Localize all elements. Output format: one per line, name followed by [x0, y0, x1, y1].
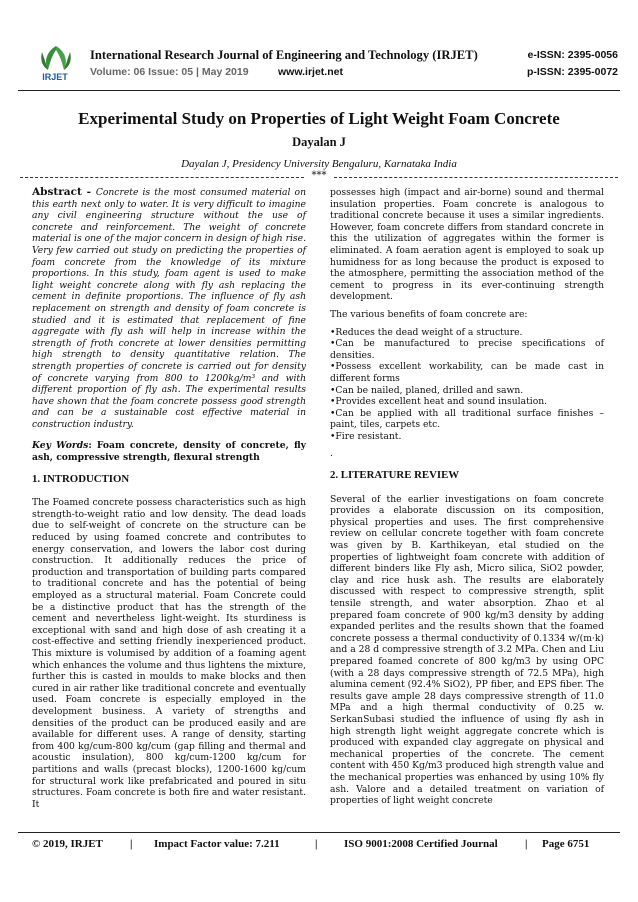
literature-heading: 2. LITERATURE REVIEW [330, 469, 460, 482]
footer-separator: | [315, 838, 318, 850]
abstract-body: Concrete is the most consumed material on this earth next only to water. It is very difficult to imagine any civil engineering structure without the use of concrete and reinforcement. The weight of concrete material is one of the major concern in design of high rise. Very few carried out study on predicting the properties of foam concrete from the knowledge of its mixture proportions. In this study, foam agent is used to make light weight concrete along with fly ash replacing the cement in definite proportions. The influence of fly ash replacement on strength and density of foam concrete is studied and it is estimated that replacement of fine aggregate with fly ash will help in increase within the strength of froth concrete at lower densities permitting high strength to density quantitative relation. The strength properties of concrete is carried out for density of concrete varying from 800 to 1200kg/m³ and with different proportion of fly ash. The experimental results have shown that the foam concrete possess good strength and can be a sustainable cost effective material in construction industry. [32, 187, 307, 430]
introduction-heading: 1. INTRODUCTION [32, 472, 130, 485]
separator-stars: *** [311, 170, 327, 181]
list-item: • Can be nailed, planed, drilled and sawn. [330, 385, 604, 397]
abstract [32, 187, 306, 430]
right-column [330, 187, 604, 813]
section-separator [20, 171, 618, 183]
logo-label: IRJET [42, 72, 68, 82]
author-name: Dayalan J [292, 135, 346, 149]
separator-dash-right [334, 177, 618, 178]
paper-title: Experimental Study on Properties of Light Weight Foam Concrete [78, 109, 560, 128]
introduction-paragraph-1: The Foamed concrete possess characteristics such as high strength-to-weight ratio and low density. The dead loads due to self-weight of concrete on the structure can be reduced by using foamed concrete and contributes to energy conservation, and lowers the labor cost during construction. It additionally reduces the price of production and transportation of building parts compared to traditional concrete and has the potential of being employed as a structural material. Foam Concrete could be a distinctive product that has the strength of the cement and nevertheless light-weight. Its sturdiness is exceptional with sand and high dose of ash creating it a cost-effective and setting friendly inexperienced product. This mixture is volumised by addition of a foaming agent which enhances the volume and thus lightens the mixture, further this is casted in moulds to make blocks and then cured in air rather like traditional concrete and eventually used. Foam concrete is especially employed in the development business. A variety of strengths and densities of the product can be produced easily and are available for different uses. A range of density, starting from 400 kg/cum-800 kg/cum (gap filling and thermal and acoustic insulation), 800 kg/cum-1200 kg/cum for partitions and walls (precast blocks), 1200-1600 kg/cum for structural work like prefabricated and poured in situ structures. Foam concrete is both fire and water resistant. It [32, 497, 306, 810]
list-item: • Can be manufactured to precise specifications of densities. [330, 338, 604, 361]
e-issn: e-ISSN: 2395-0056 [527, 49, 618, 61]
keywords-body: : Foam concrete, density of concrete, fly ash, compressive strength, flexural strength [32, 440, 306, 464]
abstract-label: Abstract - [32, 186, 96, 198]
footer-separator: | [525, 838, 528, 850]
list-item: • Provides excellent heat and sound insulation. [330, 396, 604, 408]
list-item: • Fire resistant. [330, 431, 604, 443]
page-footer [32, 838, 606, 856]
volume-issue: Volume: 06 Issue: 05 | May 2019 [90, 66, 249, 78]
literature-paragraph-1: Several of the earlier investigations on foam concrete provides a elaborate discussion on its composition, physical properties and uses. The first comprehensive review on cellular concrete together with foam concrete was given by B. Karthikeyan, etal studied on the properties of lightweight foam concrete with addition of different binders like Fly ash, Micro silica, SiO2 powder, clay and rice husk ash. The results are elaborately discussed with respect to compressive strength, split tensile strength, and water absorption. Zhao et al prepared foam concrete of 900 kg/m3 density by adding expanded perlites and the results shown that the foamed concrete possess a thermal conductivity of 0.1334 w/(m·k) and a 28 d compressive strength of 3.2 MPa. Chen and Liu prepared foamed concrete of 800 kg/m3 by using OPC (with a 28 days compressive strength of 72.5 MPa), high alumina cement (92.4% SiO2), PP fiber, and EPS fiber. The results gave ample 28 days compressive strength of 11.0 MPa and a high thermal conductivity of 0.25 w. SerkanSubasi studied the influence of using fly ash in high strength light weight aggregate concrete which is produced with expanded clay aggregate on physical and mechanical properties of the concrete. The cement content with 450 Kg/m3 produced high strength value and the mechanical properties was enhanced by using 10% fly ash. Valore and a detailed treatment on variation of properties of light weight concrete [330, 493, 604, 807]
keywords-label: Key Words [32, 440, 89, 452]
trailing-dot: . [330, 448, 333, 460]
author-affiliation: Dayalan J, Presidency University Bengaluru, Karnataka India [181, 158, 457, 170]
journal-header [20, 44, 618, 84]
introduction-paragraph-2: possesses high (impact and air-borne) sound and thermal insulation properties. Foam concrete is analogous to traditional concrete because it uses a similar ingredients. However, foam concrete differs from standard concrete in this the utilization of aggregates within the former is eliminated. A foam aeration agent is employed to soak up humidness for as long because the product is exposed to the atmosphere, permitting the association method of the cement to progress in its ever-continuing strength development. [330, 187, 604, 303]
list-item: • Reduces the dead weight of a structure. [330, 327, 604, 339]
list-item: • Can be applied with all traditional surface finishes – paint, tiles, carpets etc. [330, 408, 604, 431]
footer-separator: | [130, 838, 133, 850]
benefits-list [330, 327, 604, 443]
journal-title: International Research Journal of Engineering and Technology (IRJET) [90, 48, 478, 62]
list-item: • Possess excellent workability, can be made cast in different forms [330, 361, 604, 384]
footer-divider [18, 832, 620, 833]
p-issn: p-ISSN: 2395-0072 [526, 66, 618, 78]
left-column [32, 187, 306, 816]
header-divider [18, 90, 620, 91]
footer-page-number: Page 6751 [542, 838, 590, 850]
footer-iso: ISO 9001:2008 Certified Journal [344, 838, 498, 850]
footer-impact-factor: Impact Factor value: 7.211 [154, 838, 280, 850]
benefits-intro: The various benefits of foam concrete are: [330, 308, 528, 320]
footer-copyright: © 2019, IRJET [32, 838, 103, 850]
journal-website-link[interactable]: www.irjet.net [278, 66, 343, 78]
keywords [32, 440, 306, 463]
